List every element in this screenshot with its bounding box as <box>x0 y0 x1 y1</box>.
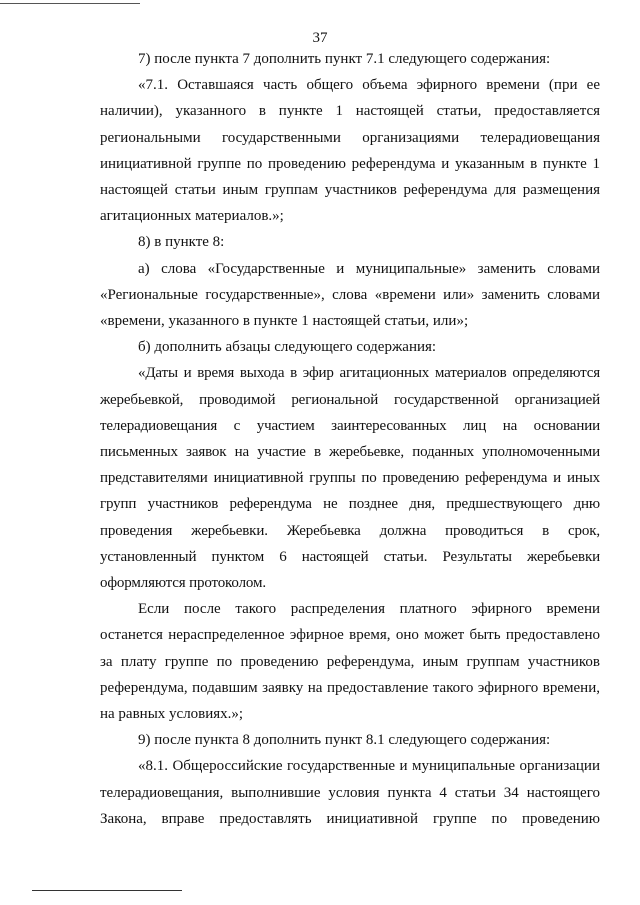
paragraph-subitem-b: б) дополнить абзацы следующего содержания: <box>138 339 437 356</box>
footnote-rule <box>32 890 182 891</box>
top-rule <box>0 3 140 4</box>
paragraph-item-8: 8) в пункте 8: <box>138 234 225 251</box>
page-number: 37 <box>312 30 328 46</box>
paragraph-subitem-a: а) слова «Государственные и муниципальные» заменить словами «Региональные государственные», слова «времени или» заменить словами «времени, указанного в пункте 1 настоящей статьи, или»; <box>100 260 600 330</box>
paragraph-draw-dates: «Даты и время выхода в эфир агитационных материалов определяются жеребьевкой, проводимой региональной государственной организацией телерадиовещания с участием заинтересованных лиц на основании письменных заявок на участие в жеребьевке, поданных уполномоченными представителями инициативной группы по проведению референдума и иных групп участников референдума не позднее дня, предшествующего дню проведения жеребьевки. Жеребьевка должна проводиться в срок, установленный пунктом 6 настоящей статьи. Результаты жеребьевки оформляются протоколом. <box>100 365 600 592</box>
paragraph-point-7-1: «7.1. Оставшаяся часть общего объема эфирного времени (при ее наличии), указанного в пункте 1 настоящей статьи, предоставляется региональными государственными организациями телерадиовещания инициативной группе по проведению референдума и указанным в пункте 1 настоящей статьи иным группам участников референдума для размещения агитационных материалов.»; <box>100 77 600 225</box>
paragraph-item-9: 9) после пункта 8 дополнить пункт 8.1 следующего содержания: <box>138 732 551 749</box>
paragraph-point-8-1: «8.1. Общероссийские государственные и муниципальные организации телерадиовещания, выполнившие условия пункта 4 статьи 34 настоящего Закона, вправе предоставлять инициативной группе по проведению <box>100 758 600 827</box>
paragraph-item-7: 7) после пункта 7 дополнить пункт 7.1 следующего содержания: <box>138 51 551 67</box>
document-body <box>100 46 600 832</box>
paragraph-unallocated-time: Если после такого распределения платного эфирного времени останется нераспределенное эфирное время, оно может быть предоставлено за плату группе по проведению референдума, иным группам участников референдума, подавшим заявку на предоставление такого эфирного времени, на равных условиях.»; <box>100 601 600 723</box>
